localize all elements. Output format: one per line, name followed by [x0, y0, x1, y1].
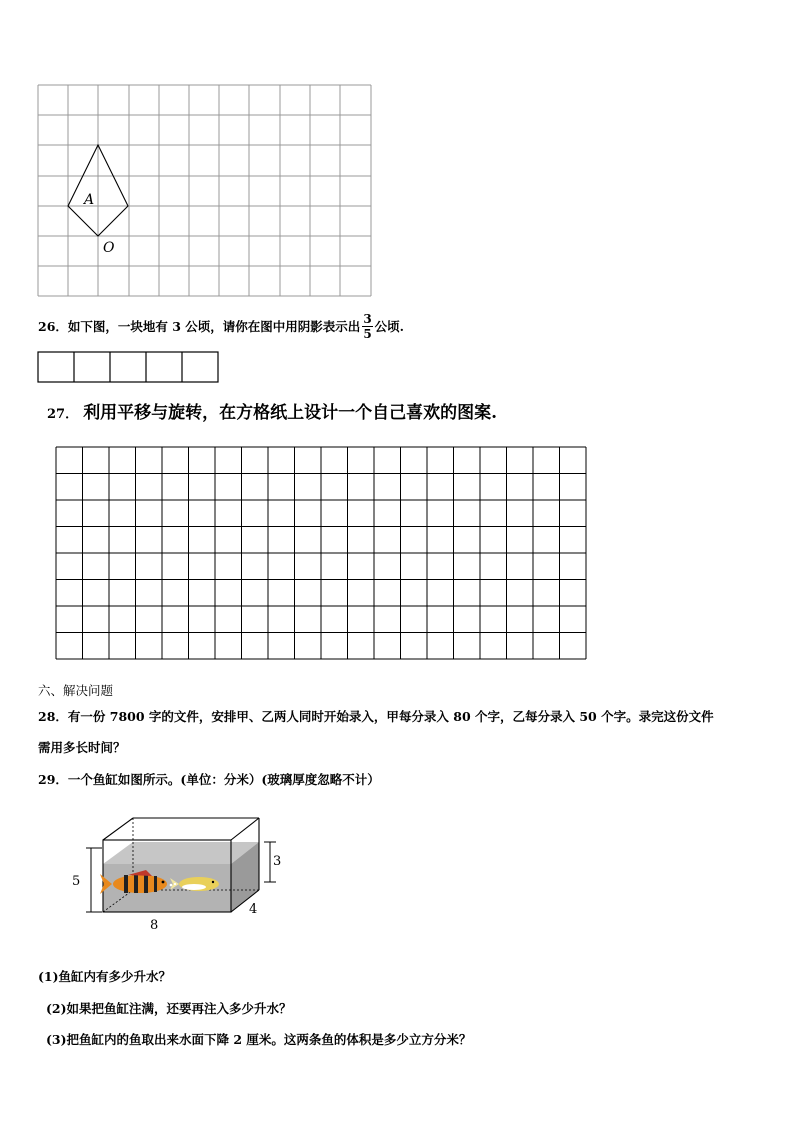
question-text: 利用平移与旋转，在方格纸上设计一个自己喜欢的图案.	[83, 403, 498, 423]
question-number: 29．	[38, 772, 68, 787]
design-grid	[55, 446, 588, 661]
question-28-line1	[38, 707, 714, 725]
section-heading: 六、解决问题	[38, 683, 114, 698]
sub-question-2: (2)如果把鱼缸注满，还要再注入多少升水？	[46, 1001, 292, 1016]
sub-question-3: (3)把鱼缸内的鱼取出来水面下降 2 厘米。这两条鱼的体积是多少立方分米？	[46, 1032, 472, 1047]
point-a-label: A	[84, 192, 95, 208]
question-number: 26．	[38, 319, 68, 334]
point-o-label: O	[103, 240, 115, 256]
height-dimension	[86, 848, 102, 912]
fraction-denominator: 5	[363, 326, 372, 341]
height-label: 5	[72, 874, 81, 889]
question-28-line2: 需用多长时间？	[38, 740, 126, 755]
length-label: 8	[150, 918, 159, 933]
question-text: 一个鱼缸如图所示。(单位：分米）(玻璃厚度忽略不计）	[67, 772, 380, 787]
question-26	[38, 308, 404, 344]
question-text: 如下图，一块地有 3 公顷，请你在图中用阴影表示出	[67, 319, 361, 334]
question-number: 27．	[47, 407, 79, 422]
question-27	[47, 398, 497, 423]
sub-question-1: (1)鱼缸内有多少升水？	[38, 969, 172, 984]
fish-tank-diagram	[68, 812, 288, 934]
fraction-three-fifths	[362, 312, 372, 341]
land-strip-diagram	[37, 351, 221, 384]
fraction-numerator: 3	[363, 311, 372, 326]
grid-kite-figure	[37, 84, 373, 298]
question-29	[38, 770, 380, 788]
question-number: 28．	[38, 709, 68, 724]
width-label: 4	[249, 902, 258, 917]
question-text: 有一份 7800 字的文件，安排甲、乙两人同时开始录入，甲每分录入 80 个字，乙每分录入 50 个字。录完这份文件	[67, 709, 714, 724]
question-text-end: 公顷.	[374, 319, 405, 334]
grid-lines	[38, 85, 371, 296]
water-depth-label: 3	[273, 854, 282, 869]
